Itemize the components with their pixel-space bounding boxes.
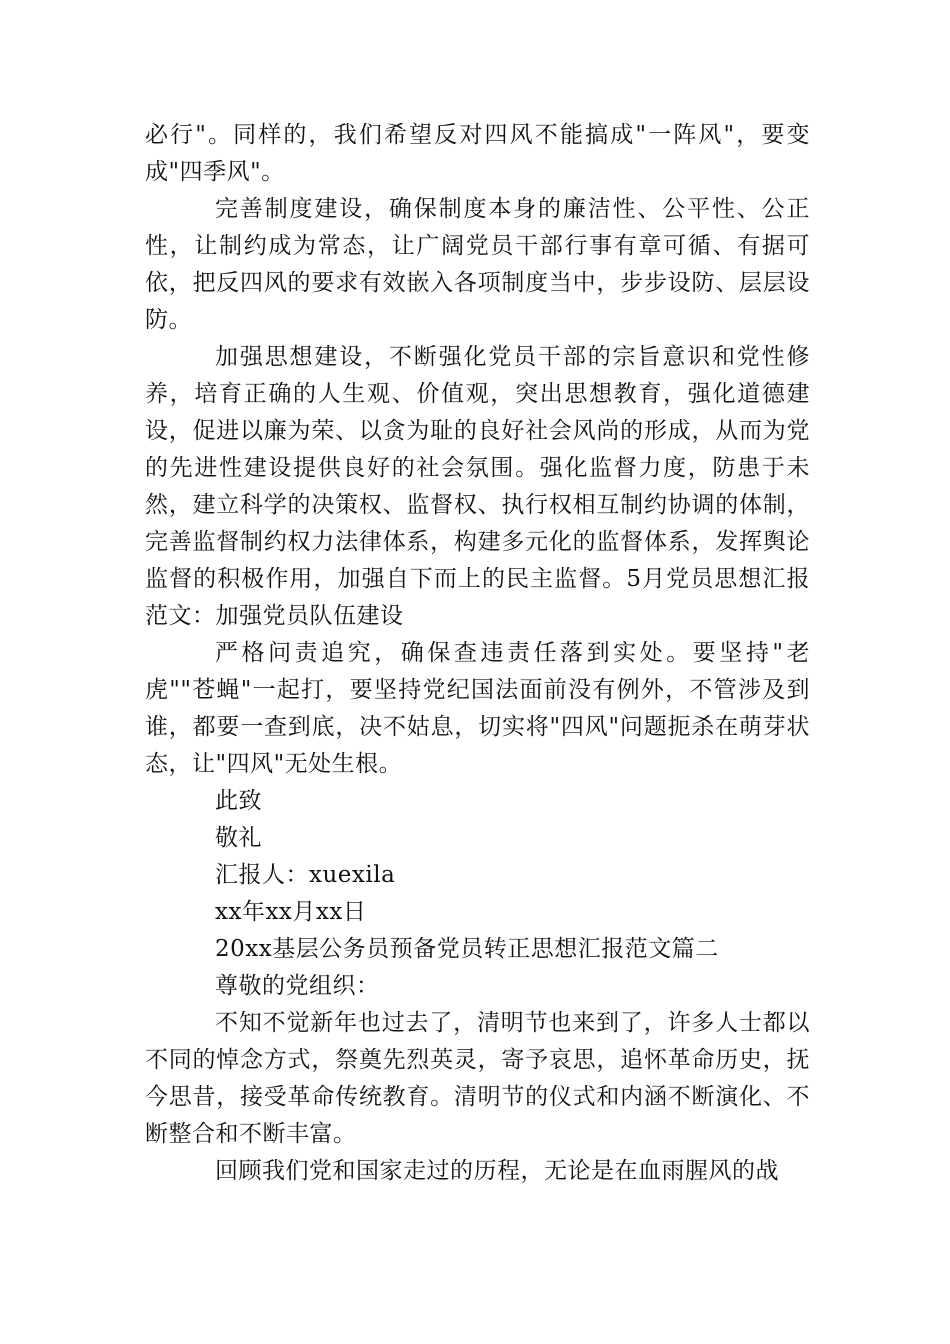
- paragraph-accountability: 严格问责追究，确保查违责任落到实处。要坚持"老虎""苍蝇"一起打，要坚持党纪国法面前没有例外，不管涉及到谁，都要一查到底，决不姑息，切实将"四风"问题扼杀在萌芽状态，让"四风"无处生根。: [145, 640, 810, 777]
- closing-line-2: 敬礼: [215, 825, 262, 851]
- document-body: [145, 117, 810, 1190]
- section-title: 20xx基层公务员预备党员转正思想汇报范文篇二: [215, 936, 719, 962]
- paragraph-ideology-building: 加强思想建设，不断强化党员干部的宗旨意识和党性修养，培育正确的人生观、价值观，突出思想教育，强化道德建设，促进以廉为荣、以贪为耻的良好社会风尚的形成，从而为党的先进性建设提供良好的社会氛围。强化监督力度，防患于未然，建立科学的决策权、监督权、执行权相互制约协调的体制，完善监督制约权力法律体系，构建多元化的监督体系，发挥舆论监督的积极作用，加强自下而上的民主监督。5月党员思想汇报范文：加强党员队伍建设: [145, 344, 810, 629]
- paragraph-system-building: 完善制度建设，确保制度本身的廉洁性、公平性、公正性，让制约成为常态，让广阔党员干部行事有章可循、有据可依，把反四风的要求有效嵌入各项制度当中，步步设防、层层设防。: [145, 196, 810, 333]
- salutation-line: 尊敬的党组织：: [215, 973, 380, 999]
- paragraph-continuation: 必行"。同样的，我们希望反对四风不能搞成"一阵风"，要变成"四季风"。: [145, 122, 810, 185]
- date-line: xx年xx月xx日: [215, 899, 367, 925]
- closing-line-1: 此致: [215, 788, 262, 814]
- paragraph-qingming: 不知不觉新年也过去了，清明节也来到了，许多人士都以不同的悼念方式，祭奠先烈英灵，寄予哀思，追怀革命历史，抚今思昔，接受革命传统教育。清明节的仪式和内涵不断演化、不断整合和不断丰富。: [145, 1010, 810, 1147]
- reporter-line: 汇报人：xuexila: [215, 862, 396, 888]
- paragraph-history: 回顾我们党和国家走过的历程，无论是在血雨腥风的战: [215, 1158, 779, 1184]
